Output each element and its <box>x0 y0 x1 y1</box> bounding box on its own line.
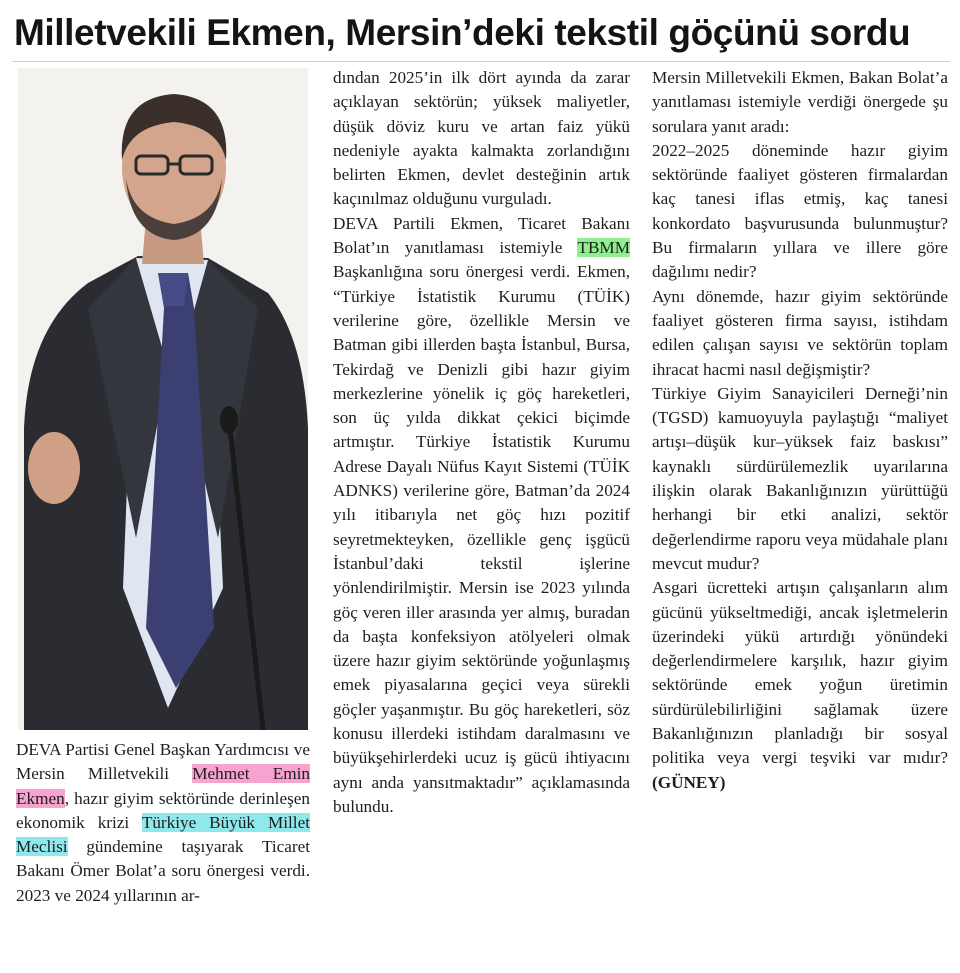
col3-paragraph-1: Mersin Milletvekili Ekmen, Bakan Bolat’a yanıtlaması istemiyle verdiği önergede şu sorulara yanıt aradı: <box>652 68 948 136</box>
col2-paragraph-1: dından 2025’in ilk dört ayında da zarar açıklayan sektörün; yüksek maliyetler, düşük döviz kuru ve artan faiz yükü nedeniyle ayakta kalmakta zorlandığını belirten Ekmen, devlet desteğinin artık kaçınılmaz olduğunu vurguladı. <box>333 68 630 209</box>
speaker-photo-illustration <box>18 68 308 730</box>
article-column-2 <box>333 66 630 819</box>
photo-caption <box>16 738 310 908</box>
col2-paragraph-2: DEVA Partili Ekmen, Ticaret Bakanı Bolat’ın yanıtlaması istemiyle TBMM Başkanlığına soru önergesi verdi. Ekmen, “Türkiye İstatistik Kurumu (TÜİK) verilerine göre, özellikle Mersin ve Batman gibi illerden başta İstanbul, Bursa, Tekirdağ ve Denizli gibi hazır giyim merkezlerine yönelik iç göç hareketleri, son üç yılda dikkat çekici biçimde artmıştır. Türkiye İstatistik Kurumu Adrese Dayalı Nüfus Kayıt Sistemi (TÜİK ADNKS) verilerine göre, Batman’da 2024 yılı itibarıyla net göç hızı pozitif seyretmekteyken, özellikle genç işgücü İstanbul’daki tekstil işlerine yönlendirilmiştir. Mersin ise 2023 yılında göç veren iller arasında yer almış, buradan da başta konfeksiyon atölyeleri olmak üzere hazır giyim sektöründe yoğunlaşmış emek piyasalarına geçici veya sürekli göçler yaşanmıştır. Bu göç hareketleri, söz konusu illerdeki istihdam daralmasını ve büyükşehirlerdeki ucuz iş gücü ihtiyacını aynı anda yansıtmaktadır” açıklamasında bulundu. <box>333 213 630 816</box>
caption-paragraph: DEVA Partisi Genel Başkan Yardımcısı ve Mersin Milletvekili Mehmet Emin Ekmen, hazır giyim sektöründe derinleşen ekonomik krizi Türkiye Büyük Millet Meclisi gündemine taşıyarak Ticaret Bakanı Ömer Bolat’a soru önergesi verdi. 2023 ve 2024 yıllarının ar- <box>16 740 310 905</box>
tbmm-highlight: TBMM <box>577 238 630 258</box>
col3-paragraph-5: Asgari ücretteki artışın çalışanların alım gücünü yükseltmediği, ancak işletmelerin üzerindeki yükü artırdığı yönündeki değerlendirmelere karşılık, hazır giyim sektöründe emek yoğun üretimin sürdürülebilirliğini sağlamak üzere Bakanlığınızın planladığı bir sosyal politika veya vergi teşviki var mıdır? (GÜNEY) <box>652 578 948 792</box>
col3-paragraph-4: Türkiye Giyim Sanayicileri Derneği’nin (TGSD) kamuoyuyla paylaştığı “maliyet artışı–düşük kur–yüksek faiz baskısı” kaynaklı sürdürülemezlik uyarılarına ilişkin olarak Bakanlığınızın yürüttüğü herhangi bir etki analizi, sektör değerlendirme raporu veya müdahale planı mevcut mudur? <box>652 383 948 573</box>
article-column-3 <box>652 66 948 795</box>
assembly-highlight: Türkiye Büyük Millet Meclisi <box>16 812 310 857</box>
headline: Milletvekili Ekmen, Mersin’deki tekstil göçünü sordu <box>14 12 911 53</box>
col3-paragraph-2: 2022–2025 döneminde hazır giyim sektöründe faaliyet gösteren firmalardan kaç tanesi iflas etmiş, kaç tanesi konkordato başvurusunda bulunmuştur? Bu firmaların yıllara ve illere göre dağılımı nedir? <box>652 140 948 282</box>
article-photo <box>18 68 308 730</box>
headline-divider <box>12 61 950 62</box>
col3-paragraph-3: Aynı dönemde, hazır giyim sektöründe faaliyet gösteren firma sayısı, istihdam edilen çalışan sayısı ve sektörün toplam ihracat hacmi nasıl değişmiştir? <box>652 286 948 379</box>
name-highlight: Mehmet Emin Ekmen <box>16 764 310 808</box>
byline-signature: (GÜNEY) <box>652 772 726 792</box>
